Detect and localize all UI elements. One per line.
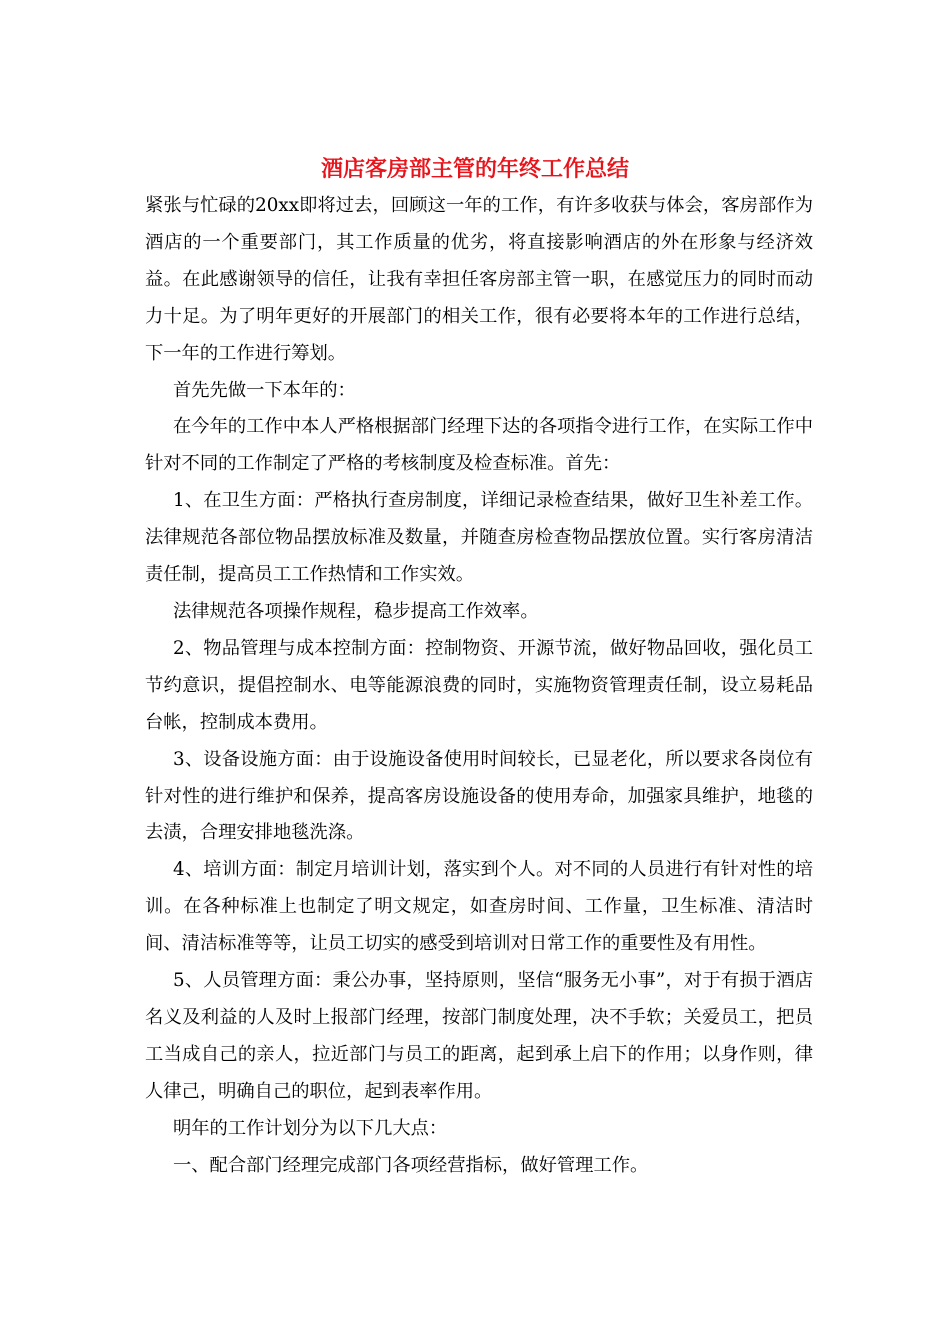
paragraph-review-heading: 首先先做一下本年的：	[173, 379, 356, 401]
paragraph-item-hygiene: 1、在卫生方面：严格执行查房制度，详细记录检查结果，做好卫生补差工作。法律规范各部位物品摆放标准及数量，并随查房检查物品摆放位置。实行客房清洁责任制，提高员工工作热情和工作实效。	[145, 490, 813, 586]
document-body	[145, 188, 813, 1184]
paragraph-work-overview: 在今年的工作中本人严格根据部门经理下达的各项指令进行工作，在实际工作中针对不同的工作制定了严格的考核制度及检查标准。首先：	[145, 416, 813, 475]
paragraph-item-facilities: 3、设备设施方面：由于设施设备使用时间较长，已显老化，所以要求各岗位有针对性的进行维护和保养，提高客房设施设备的使用寿命，加强家具维护，地毯的去渍，合理安排地毯洗涤。	[145, 748, 813, 844]
document-title: 酒店客房部主管的年终工作总结	[320, 156, 629, 182]
paragraph-operation-rules: 法律规范各项操作规程，稳步提高工作效率。	[173, 600, 539, 622]
paragraph-plan-heading: 明年的工作计划分为以下几大点：	[173, 1117, 448, 1139]
paragraph-plan-item-1: 一、配合部门经理完成部门各项经营指标，做好管理工作。	[173, 1154, 649, 1176]
paragraph-item-staff-management: 5、人员管理方面：秉公办事，坚持原则，坚信“服务无小事”，对于有损于酒店名义及利益的人及时上报部门经理，按部门制度处理，决不手软；关爱员工，把员工当成自己的亲人，拉近部门与员工的距离，起到承上启下的作用；以身作则，律人律己，明确自己的职位，起到表率作用。	[145, 970, 813, 1102]
paragraph-intro: 紧张与忙碌的20xx即将过去，回顾这一年的工作，有许多收获与体会，客房部作为酒店的一个重要部门，其工作质量的优劣，将直接影响酒店的外在形象与经济效益。在此感谢领导的信任，让我有幸担任客房部主管一职，在感觉压力的同时而动力十足。为了明年更好的开展部门的相关工作，很有必要将本年的工作进行总结，下一年的工作进行筹划。	[145, 195, 813, 364]
paragraph-item-cost-control: 2、物品管理与成本控制方面：控制物资、开源节流，做好物品回收，强化员工节约意识，提倡控制水、电等能源浪费的同时，实施物资管理责任制，设立易耗品台帐，控制成本费用。	[145, 637, 813, 733]
paragraph-item-training: 4、培训方面：制定月培训计划，落实到个人。对不同的人员进行有针对性的培训。在各种标准上也制定了明文规定，如查房时间、工作量，卫生标准、清洁时间、清洁标准等等，让员工切实的感受到培训对日常工作的重要性及有用性。	[145, 859, 813, 955]
